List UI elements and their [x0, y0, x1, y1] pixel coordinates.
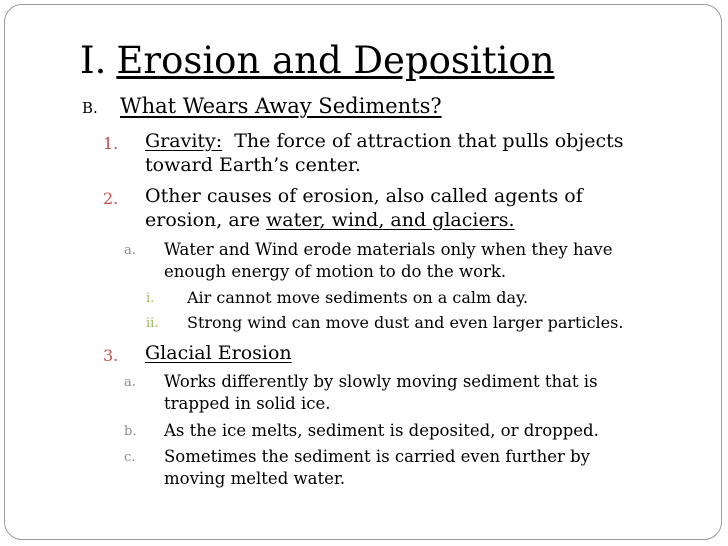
item-2a-ii-text: Strong wind can move dust and even larger particles. — [187, 313, 624, 332]
item-2a-line-1: Water and Wind erode materials only when they have — [164, 240, 613, 259]
item-3c-line-1: Sometimes the sediment is carried even further by — [164, 447, 591, 466]
agents-term: water, wind, and glaciers. — [266, 209, 515, 231]
item-3a-line-1: Works differently by slowly moving sediment that is — [164, 372, 598, 391]
item-3-marker: 3. — [103, 346, 119, 365]
item-2a-ii-marker: ii. — [146, 316, 159, 331]
item-1-marker: 1. — [103, 134, 119, 153]
item-3b-line-1: As the ice melts, sediment is deposited, or dropped. — [164, 421, 599, 440]
item-1-line-1 — [145, 130, 624, 152]
title-text: Erosion and Deposition — [116, 39, 555, 82]
gravity-definition: The force of attraction that pulls objects — [222, 130, 624, 152]
gravity-term: Gravity: — [145, 130, 223, 152]
section-marker: B. — [82, 99, 98, 117]
item-3c-line-2: moving melted water. — [164, 469, 346, 488]
slide-title — [80, 36, 555, 86]
item-3a-marker: a. — [124, 375, 136, 390]
title-number: I. — [80, 39, 107, 82]
item-2-marker: 2. — [103, 189, 119, 208]
item-1-line-2: toward Earth’s center. — [145, 154, 361, 176]
item-3b-marker: b. — [124, 424, 137, 439]
section-heading: What Wears Away Sediments? — [120, 94, 442, 118]
item-2a-line-2: enough energy of motion to do the work. — [164, 262, 507, 281]
agents-prefix: erosion, are — [145, 209, 267, 231]
item-2a-i-text: Air cannot move sediments on a calm day. — [187, 288, 529, 307]
glacial-erosion-heading: Glacial Erosion — [145, 342, 292, 364]
item-3a-line-2: trapped in solid ice. — [164, 394, 331, 413]
item-2a-i-marker: i. — [146, 291, 155, 306]
item-2-line-2 — [145, 209, 515, 231]
item-3c-marker: c. — [124, 450, 136, 465]
item-2a-marker: a. — [124, 243, 136, 258]
item-2-line-1: Other causes of erosion, also called agents of — [145, 185, 583, 207]
